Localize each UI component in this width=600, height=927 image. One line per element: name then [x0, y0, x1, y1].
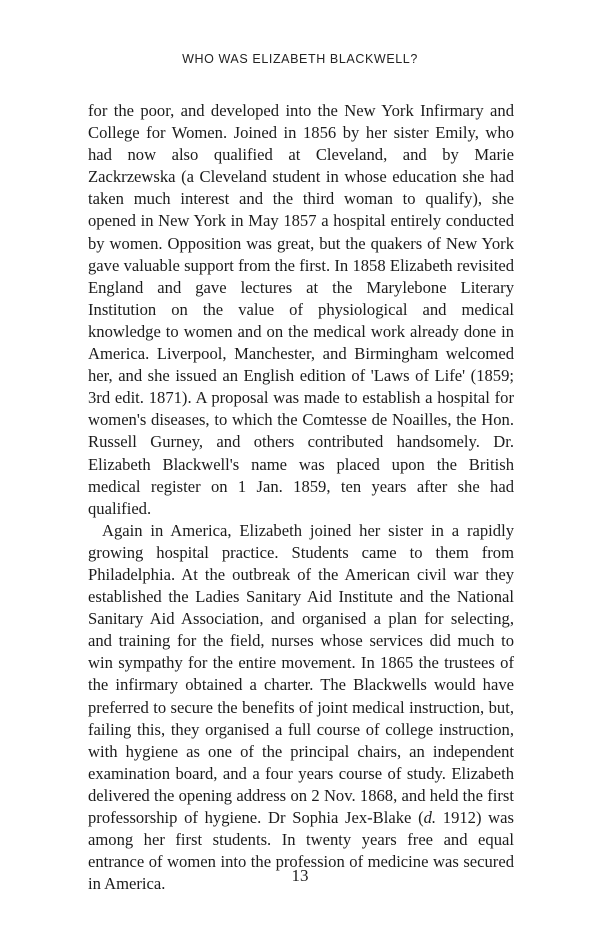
paragraph-2-text-end: 1912) was among her first students. In twenty years free and equal entrance of women into the profession of medicine was secured in America.	[88, 808, 514, 894]
body-text	[88, 100, 514, 895]
paragraph-2	[88, 520, 514, 896]
running-header: WHO WAS ELIZABETH BLACKWELL?	[182, 52, 418, 66]
paragraph-1: for the poor, and developed into the New York Infirmary and College for Women. Joined in 1856 by her sister Emily, who had now also qualified at Cleveland, and by Marie Zackrzewska (a Cleveland student in whose education she had taken much interest and the third woman to qualify), she opened in New York in May 1857 a hospital entirely conducted by women. Opposition was great, but the quakers of New York gave valuable support from the first. In 1858 Elizabeth revisited England and gave lectures at the Marylebone Literary Institution on the value of physiological and medical knowledge to women and on the medical work already done in America. Liverpool, Manchester, and Birmingham welcomed her, and she issued an English edition of 'Laws of Life' (1859; 3rd edit. 1871). A proposal was made to establish a hospital for women's diseases, to which the Comtesse de Noailles, the Hon. Russell Gurney, and others contributed handsomely. Dr. Elizabeth Blackwell's name was placed upon the British medical register on 1 Jan. 1859, ten years after she had qualified.	[88, 101, 514, 518]
paragraph-2-text-start: Again in America, Elizabeth joined her sister in a rapidly growing hospital practice. Students came to them from Philadelphia. At the outbreak of the American civil war they established the Ladies Sanitary Aid Institute and the National Sanitary Aid Association, and organised a plan for selecting, and training for the field, nurses whose services did much to win sympathy for the entire movement. In 1865 the trustees of the infirmary obtained a charter. The Blackwells would have preferred to secure the benefits of joint medical instruction, but, failing this, they organised a full course of college instruction, with hygiene as one of the principal chairs, an independent examination board, and a four years course of study. Elizabeth delivered the opening address on 2 Nov. 1868, and held the first professorship of hygiene. Dr Sophia Jex-Blake (	[88, 520, 514, 827]
page-number: 13	[291, 866, 309, 885]
died-abbreviation: d.	[423, 808, 437, 827]
